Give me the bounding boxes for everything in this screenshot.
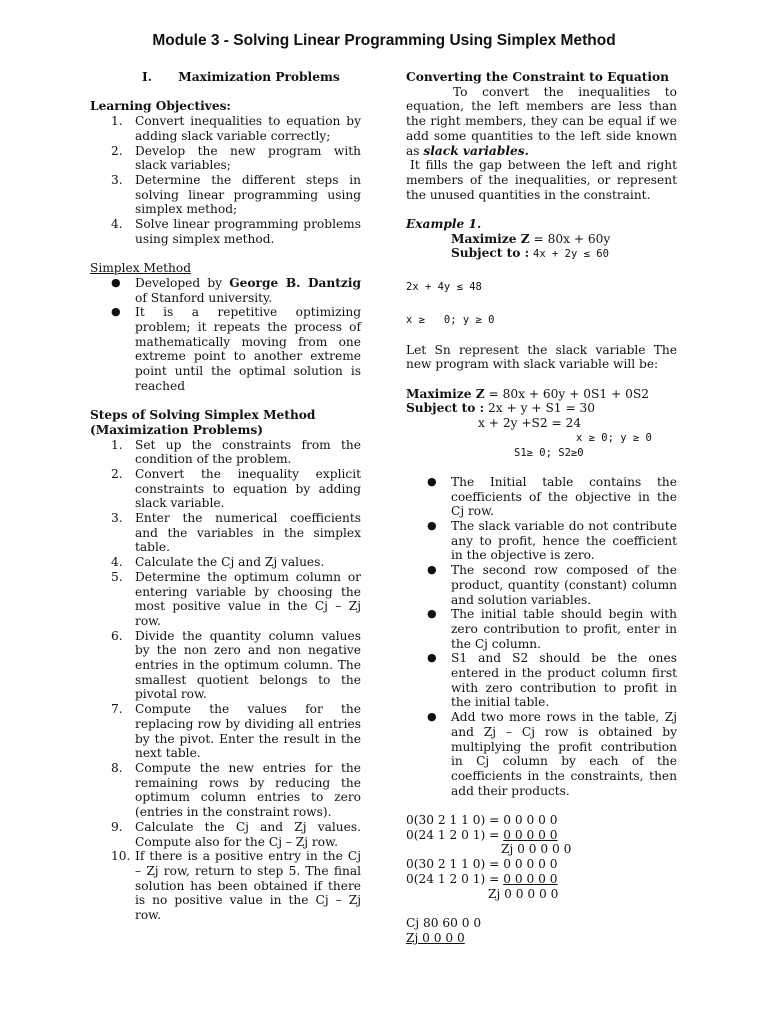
steps-heading: Steps of Solving Simplex Method — [90, 408, 316, 423]
list-item: ● Developed by George B. Dantzig of Stanford university. — [111, 275, 361, 305]
list-item: ● The slack variable do not contribute any to profit, hence the coefficient in the objective is zero. — [427, 519, 677, 563]
bullet-icon: ● — [427, 710, 437, 724]
example-constraint-3: x ≥ 0; y ≥ 0 — [406, 314, 495, 327]
convert-paragraph-2: It fills the gap between the left and right members of the inequalities, or represent the unused quantities in the constraint. — [406, 158, 677, 202]
objectives-heading: Learning Objectives: — [90, 99, 231, 114]
page-title: Module 3 - Solving Linear Programming Using Simplex Method — [152, 32, 616, 49]
bullet-icon: ● — [111, 275, 121, 289]
new-objective: Maximize Z = 80x + 60y + 0S1 + 0S2 — [406, 386, 649, 401]
bullet-icon: ● — [427, 519, 437, 532]
list-item: 1. Convert inequalities to equation by adding slack variable correctly; — [111, 114, 361, 143]
objectives-list — [90, 114, 361, 246]
bullet-icon: ● — [427, 607, 437, 621]
calc-zj: Zj 0 0 0 0 0 — [501, 842, 572, 857]
list-item: 6. Divide the quantity column values by the non zero and non negative entries in the optimum column. The smallest quotient belongs to the pivotal row. — [111, 628, 361, 702]
list-item: ● The Initial table contains the coefficients of the objective in the Cj row. — [427, 474, 677, 519]
list-item: 9. Calculate the Cj and Zj values. Compute also for the Cj – Zj row. — [111, 819, 361, 849]
list-item: 10. If there is a positive entry in the Cj – Zj row, return to step 5. The final solution has been obtained if there is no positive value in the Cj – Zj row. — [111, 849, 361, 923]
left-column — [90, 70, 361, 923]
bullet-icon: ● — [111, 305, 121, 319]
list-item: 7. Compute the values for the replacing row by dividing all entries by the pivot. Enter the result in the next table. — [111, 702, 361, 761]
list-item: 3. Determine the different steps in solving linear programming using simplex method; — [111, 172, 361, 217]
bullet-icon: ● — [427, 474, 437, 488]
simplex-list — [90, 276, 361, 394]
slack-intro: Let Sn represent the slack variable The new program with slack variable will be: — [406, 342, 677, 372]
section-title: Maximization Problems — [178, 70, 340, 84]
convert-paragraph: To convert the inequalities to equation, the left members are less than the right members, they can be equal if we add some quantities to the left side known as slack variables. — [406, 84, 677, 158]
steps-subheading: (Maximization Problems) — [90, 422, 264, 437]
calc-zj: Zj 0 0 0 0 0 — [488, 886, 559, 901]
section-number: I. — [142, 70, 152, 84]
example-objective: Maximize Z = 80x + 60y — [451, 231, 611, 246]
calc-line: 0(24 1 2 0 1) = 0 0 0 0 0 — [406, 827, 558, 842]
right-column — [406, 70, 677, 945]
list-item: 2. Develop the new program with slack variables; — [111, 143, 361, 173]
convert-heading: Converting the Constraint to Equation — [406, 70, 670, 84]
bullet-icon: ● — [427, 563, 437, 577]
zj-row: Zj 0 0 0 0 — [406, 930, 465, 945]
list-item: 2. Convert the inequality explicit constraints to equation by adding slack variable. — [111, 466, 361, 511]
bullet-icon: ● — [427, 651, 437, 665]
list-item: ● The initial table should begin with zero contribution to profit, enter in the Cj column. — [427, 607, 677, 651]
list-item: 8. Compute the new entries for the remaining rows by reducing the optimum column entries to zero (entries in the constraint rows). — [111, 761, 361, 820]
new-constraint-4: S1≥ 0; S2≥0 — [514, 446, 584, 459]
section-heading — [90, 70, 361, 85]
notes-list — [406, 475, 677, 798]
example-subject: Subject to : 4x + 2y ≤ 60 — [451, 246, 609, 261]
example-constraint-2: 2x + 4y ≤ 48 — [406, 280, 482, 293]
list-item: ● Add two more rows in the table, Zj and Zj – Cj row is obtained by multiplying the profit contribution in Cj column by each of the coefficients in the constraints, then add their products. — [427, 710, 677, 798]
list-item: ● The second row composed of the product, quantity (constant) column and solution variables. — [427, 563, 677, 607]
calc-line: 0(24 1 2 0 1) = 0 0 0 0 0 — [406, 871, 558, 886]
list-item: ● S1 and S2 should be the ones entered in the product column first with zero contribution to profit in the initial table. — [427, 651, 677, 710]
calc-line: 0(30 2 1 1 0) = 0 0 0 0 0 — [406, 857, 558, 872]
list-item: ● It is a repetitive optimizing problem; it repeats the process of mathematically moving from one extreme point to another extreme point until the optimal solution is reached — [111, 305, 361, 393]
calc-line: 0(30 2 1 1 0) = 0 0 0 0 0 — [406, 813, 558, 828]
list-item: 4. Solve linear programming problems using simplex method. — [111, 217, 361, 246]
list-item: 3. Enter the numerical coefficients and the variables in the simplex table. — [111, 511, 361, 555]
list-item: 5. Determine the optimum column or entering variable by choosing the most positive value in the Cj – Zj row. — [111, 569, 361, 628]
new-constraint-3: x ≥ 0; y ≥ 0 — [576, 431, 652, 444]
example-label: Example 1. — [406, 217, 482, 232]
steps-list — [90, 438, 361, 923]
list-item: 1. Set up the constraints from the condition of the problem. — [111, 437, 361, 467]
list-item: 4. Calculate the Cj and Zj values. — [111, 555, 325, 570]
new-subject: Subject to : 2x + y + S1 = 30 — [406, 401, 596, 416]
simplex-heading: Simplex Method — [90, 261, 192, 276]
new-constraint-2: x + 2y +S2 = 24 — [478, 416, 582, 431]
cj-row: Cj 80 60 0 0 — [406, 915, 482, 930]
